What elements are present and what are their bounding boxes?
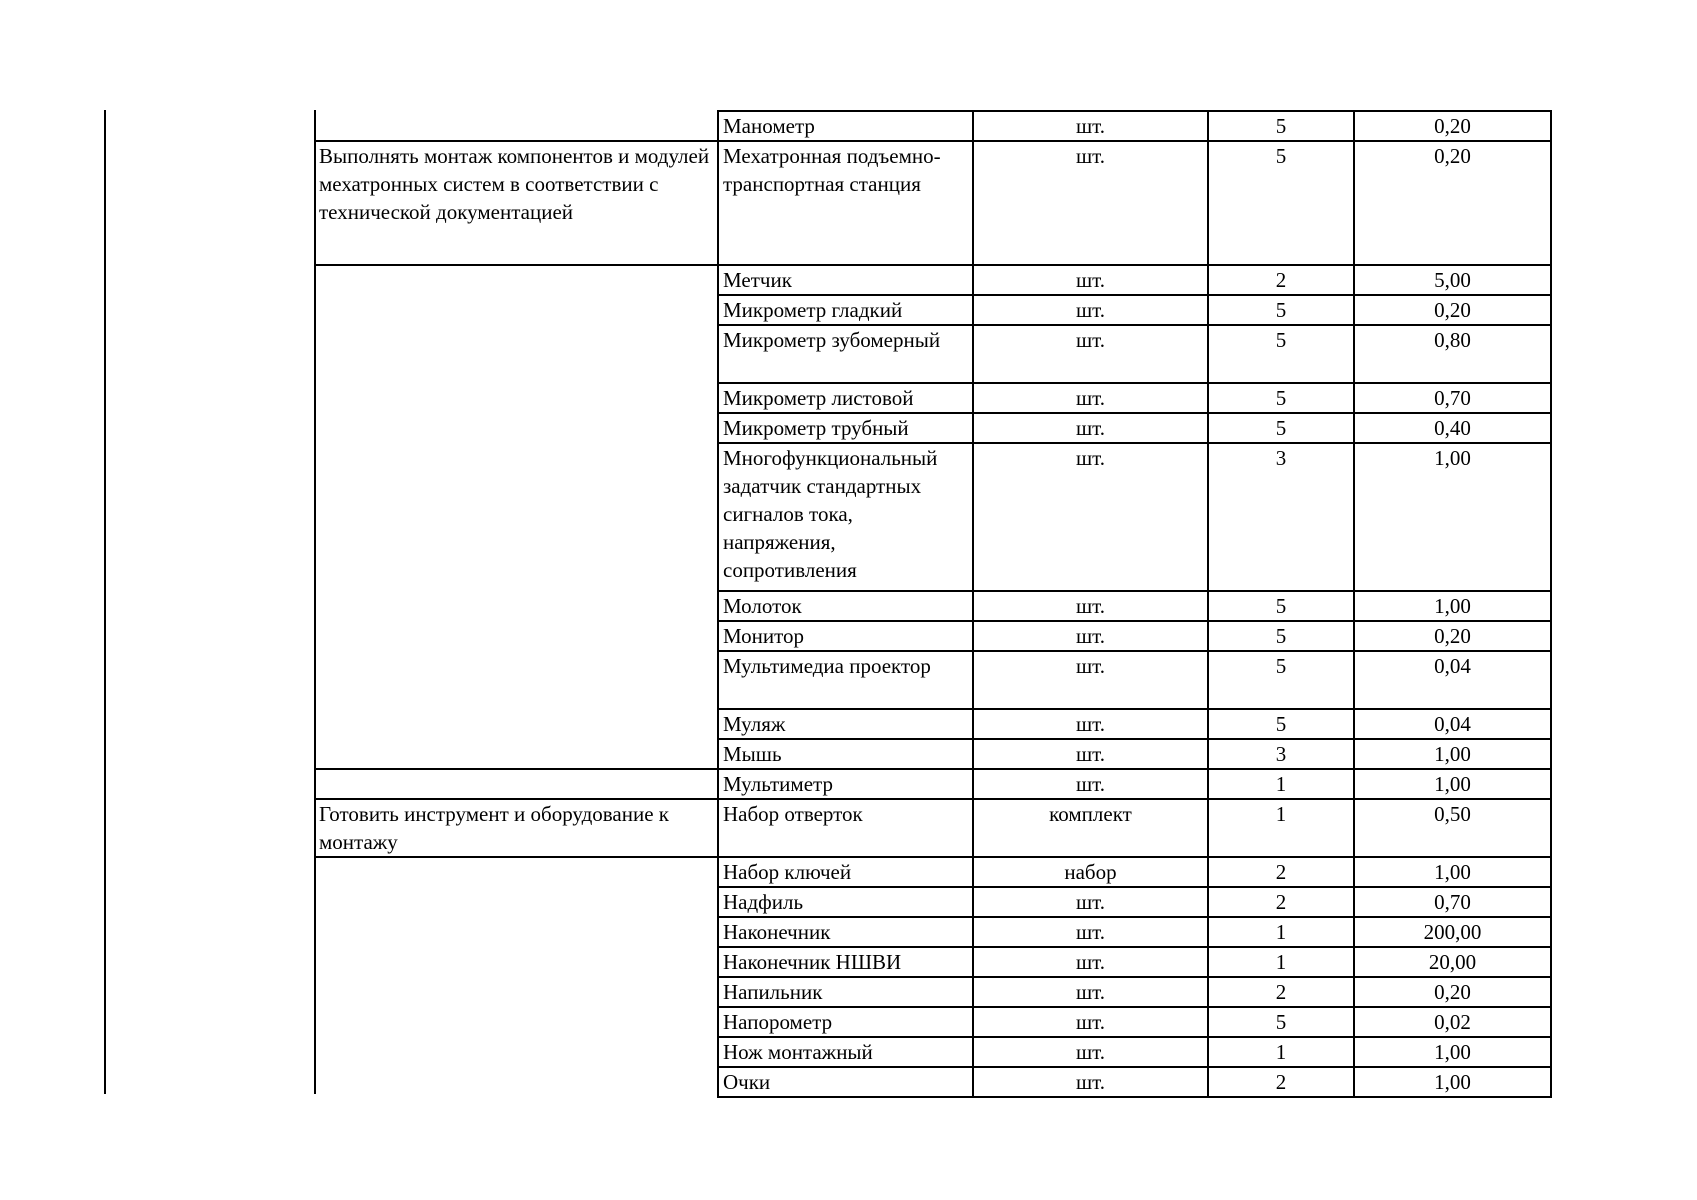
activity-cell — [315, 1037, 718, 1067]
quantity-cell: 5 — [1208, 141, 1354, 265]
activity-cell — [315, 413, 718, 443]
quantity-cell: 2 — [1208, 977, 1354, 1007]
norm-cell: 1,00 — [1354, 591, 1551, 621]
norm-cell: 1,00 — [1354, 769, 1551, 799]
unit-cell: набор — [973, 857, 1208, 887]
norm-cell: 0,20 — [1354, 141, 1551, 265]
equipment-name-cell: Метчик — [718, 265, 973, 295]
equipment-name-cell: Многофункциональный задатчик стандартных сигналов тока, напряжения, сопротивления — [718, 443, 973, 591]
activity-cell — [315, 709, 718, 739]
norm-cell: 1,00 — [1354, 857, 1551, 887]
equipment-name-cell: Микрометр трубный — [718, 413, 973, 443]
quantity-cell: 5 — [1208, 413, 1354, 443]
table-row — [315, 769, 1551, 799]
equipment-name-cell: Монитор — [718, 621, 973, 651]
table-row — [315, 325, 1551, 383]
equipment-table — [315, 110, 1552, 1098]
equipment-name-cell: Микрометр гладкий — [718, 295, 973, 325]
unit-cell: шт. — [973, 977, 1208, 1007]
quantity-cell: 5 — [1208, 325, 1354, 383]
quantity-cell: 1 — [1208, 799, 1354, 857]
quantity-cell: 2 — [1208, 887, 1354, 917]
equipment-name-cell: Мехатронная подъемно-транспортная станция — [718, 141, 973, 265]
table-row — [315, 709, 1551, 739]
norm-cell: 1,00 — [1354, 1037, 1551, 1067]
unit-cell: шт. — [973, 591, 1208, 621]
table-row — [315, 857, 1551, 887]
quantity-cell: 5 — [1208, 621, 1354, 651]
table-row — [315, 591, 1551, 621]
unit-cell: шт. — [973, 709, 1208, 739]
activity-cell — [315, 887, 718, 917]
norm-cell: 200,00 — [1354, 917, 1551, 947]
quantity-cell: 1 — [1208, 917, 1354, 947]
quantity-cell: 5 — [1208, 383, 1354, 413]
unit-cell: шт. — [973, 651, 1208, 709]
table-row — [315, 1007, 1551, 1037]
table-row — [315, 1037, 1551, 1067]
equipment-name-cell: Напорометр — [718, 1007, 973, 1037]
table-row — [315, 947, 1551, 977]
unit-cell: шт. — [973, 917, 1208, 947]
equipment-name-cell: Мультимедиа проектор — [718, 651, 973, 709]
norm-cell: 0,50 — [1354, 799, 1551, 857]
activity-cell: Готовить инструмент и оборудование к монтажу — [315, 799, 718, 857]
table-row — [315, 1067, 1551, 1097]
unit-cell: шт. — [973, 947, 1208, 977]
left-margin-rule — [104, 110, 106, 1094]
norm-cell: 0,04 — [1354, 709, 1551, 739]
table-row — [315, 111, 1551, 141]
activity-cell — [315, 739, 718, 769]
table-row — [315, 265, 1551, 295]
quantity-cell: 1 — [1208, 1037, 1354, 1067]
table-row — [315, 977, 1551, 1007]
activity-cell — [315, 977, 718, 1007]
norm-cell: 0,20 — [1354, 111, 1551, 141]
activity-cell — [315, 917, 718, 947]
equipment-name-cell: Манометр — [718, 111, 973, 141]
table-row — [315, 383, 1551, 413]
norm-cell: 0,02 — [1354, 1007, 1551, 1037]
activity-cell — [315, 621, 718, 651]
unit-cell: комплект — [973, 799, 1208, 857]
unit-cell: шт. — [973, 141, 1208, 265]
quantity-cell: 2 — [1208, 1067, 1354, 1097]
table-row — [315, 295, 1551, 325]
norm-cell: 0,70 — [1354, 887, 1551, 917]
activity-cell — [315, 295, 718, 325]
norm-cell: 5,00 — [1354, 265, 1551, 295]
equipment-name-cell: Мышь — [718, 739, 973, 769]
table-row — [315, 917, 1551, 947]
unit-cell: шт. — [973, 1037, 1208, 1067]
quantity-cell: 5 — [1208, 709, 1354, 739]
table-row — [315, 651, 1551, 709]
norm-cell: 0,20 — [1354, 295, 1551, 325]
unit-cell: шт. — [973, 325, 1208, 383]
unit-cell: шт. — [973, 1007, 1208, 1037]
quantity-cell: 5 — [1208, 295, 1354, 325]
table-row — [315, 799, 1551, 857]
unit-cell: шт. — [973, 111, 1208, 141]
equipment-name-cell: Молоток — [718, 591, 973, 621]
quantity-cell: 5 — [1208, 1007, 1354, 1037]
norm-cell: 1,00 — [1354, 739, 1551, 769]
norm-cell: 20,00 — [1354, 947, 1551, 977]
quantity-cell: 5 — [1208, 111, 1354, 141]
quantity-cell: 5 — [1208, 591, 1354, 621]
quantity-cell: 5 — [1208, 651, 1354, 709]
activity-cell — [315, 1007, 718, 1037]
activity-cell — [315, 769, 718, 799]
activity-cell — [315, 651, 718, 709]
table-row — [315, 621, 1551, 651]
unit-cell: шт. — [973, 739, 1208, 769]
equipment-name-cell: Муляж — [718, 709, 973, 739]
activity-cell — [315, 443, 718, 591]
equipment-name-cell: Наконечник НШВИ — [718, 947, 973, 977]
unit-cell: шт. — [973, 887, 1208, 917]
equipment-name-cell: Набор ключей — [718, 857, 973, 887]
activity-cell — [315, 325, 718, 383]
activity-cell — [315, 383, 718, 413]
quantity-cell: 3 — [1208, 739, 1354, 769]
equipment-name-cell: Мультиметр — [718, 769, 973, 799]
quantity-cell: 2 — [1208, 857, 1354, 887]
activity-cell — [315, 857, 718, 887]
norm-cell: 0,04 — [1354, 651, 1551, 709]
unit-cell: шт. — [973, 1067, 1208, 1097]
activity-cell — [315, 947, 718, 977]
equipment-name-cell: Напильник — [718, 977, 973, 1007]
table-row — [315, 887, 1551, 917]
equipment-name-cell: Микрометр листовой — [718, 383, 973, 413]
unit-cell: шт. — [973, 769, 1208, 799]
table-row — [315, 443, 1551, 591]
table-row — [315, 141, 1551, 265]
table-row — [315, 739, 1551, 769]
activity-cell — [315, 591, 718, 621]
unit-cell: шт. — [973, 295, 1208, 325]
table-row — [315, 413, 1551, 443]
unit-cell: шт. — [973, 383, 1208, 413]
unit-cell: шт. — [973, 443, 1208, 591]
equipment-name-cell: Наконечник — [718, 917, 973, 947]
equipment-name-cell: Нож монтажный — [718, 1037, 973, 1067]
norm-cell: 1,00 — [1354, 1067, 1551, 1097]
unit-cell: шт. — [973, 621, 1208, 651]
equipment-name-cell: Надфиль — [718, 887, 973, 917]
activity-cell — [315, 111, 718, 141]
unit-cell: шт. — [973, 413, 1208, 443]
activity-cell: Выполнять монтаж компонентов и модулей мехатронных систем в соответствии с технической документацией — [315, 141, 718, 265]
unit-cell: шт. — [973, 265, 1208, 295]
norm-cell: 0,80 — [1354, 325, 1551, 383]
quantity-cell: 2 — [1208, 265, 1354, 295]
equipment-name-cell: Набор отверток — [718, 799, 973, 857]
norm-cell: 0,40 — [1354, 413, 1551, 443]
activity-cell — [315, 265, 718, 295]
activity-cell — [315, 1067, 718, 1097]
equipment-name-cell: Микрометр зубомерный — [718, 325, 973, 383]
norm-cell: 0,70 — [1354, 383, 1551, 413]
quantity-cell: 1 — [1208, 947, 1354, 977]
quantity-cell: 3 — [1208, 443, 1354, 591]
quantity-cell: 1 — [1208, 769, 1354, 799]
norm-cell: 0,20 — [1354, 621, 1551, 651]
equipment-name-cell: Очки — [718, 1067, 973, 1097]
norm-cell: 0,20 — [1354, 977, 1551, 1007]
norm-cell: 1,00 — [1354, 443, 1551, 591]
